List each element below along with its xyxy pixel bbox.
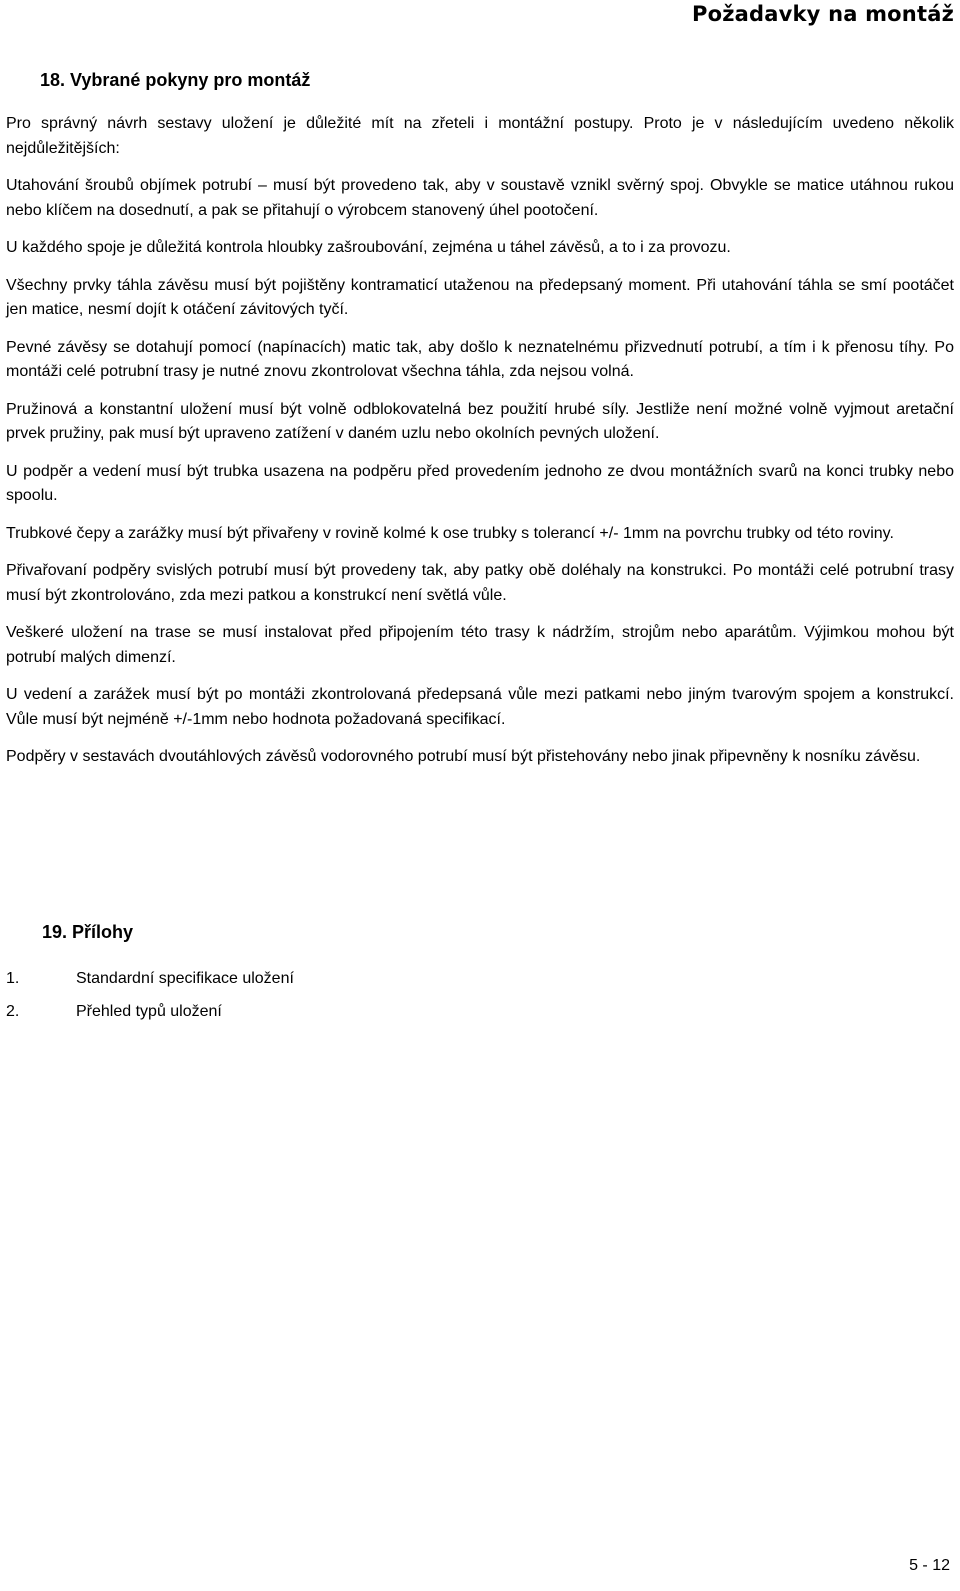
paragraph-vertical-supports: Přivařovaní podpěry svislých potrubí musí být provedeny tak, aby patky obě doléhaly na konstrukci. Po montáži celé potrubní trasy musí být zkontrolováno, zda mezi patkou a konstrukcí není světlá vůle. [6, 562, 954, 604]
list-item [6, 967, 294, 991]
list-item-number: 1. [6, 970, 20, 987]
list-item-number: 2. [6, 1003, 20, 1020]
paragraph-double-rod-hangers: Podpěry v sestavách dvoutáhlových závěsů vodorovného potrubí musí být přistehovány nebo jinak připevněny k nosníku závěsu. [6, 748, 921, 765]
paragraph-installation-order: Veškeré uložení na trase se musí instalovat před připojením této trasy k nádržím, strojům nebo aparátům. Výjimkou mohou být potrubí malých dimenzí. [6, 624, 954, 666]
section-heading: 18. Vybrané pokyny pro montáž [40, 70, 311, 90]
page-number: 5 - 12 [909, 1557, 950, 1574]
list-item-label: Standardní specifikace uložení [76, 970, 294, 987]
annex-heading: 19. Přílohy [42, 922, 134, 942]
list-item-label: Přehled typů uložení [76, 1003, 222, 1020]
paragraph-rigid-hangers: Pevné závěsy se dotahují pomocí (napínacích) matic tak, aby došlo k neznatelnému přizvednutí potrubí, a tím i k přenosu tíhy. Po montáži celé potrubní trasy je nutné znovu zkontrolovat všechna táhla, zda nejsou volná. [6, 338, 954, 380]
annex-list [6, 967, 294, 1033]
paragraph-trunnions-stops: Trubkové čepy a zarážky musí být přivařeny v rovině kolmé k ose trubky s tolerancí +/- 1mm na povrchu trubky od této roviny. [6, 524, 894, 542]
list-item [6, 1000, 294, 1024]
paragraph-intro: Pro správný návrh sestavy uložení je důležité mít na zřeteli i montážní postupy. Proto je v následujícím uvedeno několik nejdůležitějších: [6, 115, 954, 157]
paragraph-bolt-tightening: Utahování šroubů objímek potrubí – musí být provedeno tak, aby v soustavě vznikl svěrný spoj. Obvykle se matice utáhnou rukou nebo klíčem na dosednutí, a pak se přitahují o výrobcem stanovený úhel pootočení. [6, 177, 954, 219]
paragraph-spring-supports: Pružinová a konstantní uložení musí být volně odblokovatelná bez použití hrubé síly. Jestliže není možné volně vyjmout aretační prvek pružiny, pak musí být upraveno zatížení v daném uzlu nebo okolních pevných uložení. [6, 400, 954, 442]
paragraph-locknut: Všechny prvky táhla závěsu musí být pojištěny kontramaticí utaženou na předepsaný moment. Při utahování táhla se smí pootáčet jen matice, nesmí dojít k otáčení závitových tyčí. [6, 276, 954, 318]
paragraph-thread-depth: U každého spoje je důležitá kontrola hloubky zašroubování, zejména u táhel závěsů, a to i za provozu. [6, 239, 731, 256]
paragraph-guide-clearance: U vedení a zarážek musí být po montáži zkontrolovaná předepsaná vůle mezi patkami nebo jiným tvarovým spojem a konstrukcí. Vůle musí být nejméně +/-1mm nebo hodnota požadovaná specifikací. [6, 686, 954, 728]
section-body [6, 112, 954, 783]
page-header-title: Požadavky na montáž [692, 2, 954, 26]
paragraph-supports-guides: U podpěr a vedení musí být trubka usazena na podpěru před provedením jednoho ze dvou montážních svarů na konci trubky nebo spoolu. [6, 462, 954, 504]
